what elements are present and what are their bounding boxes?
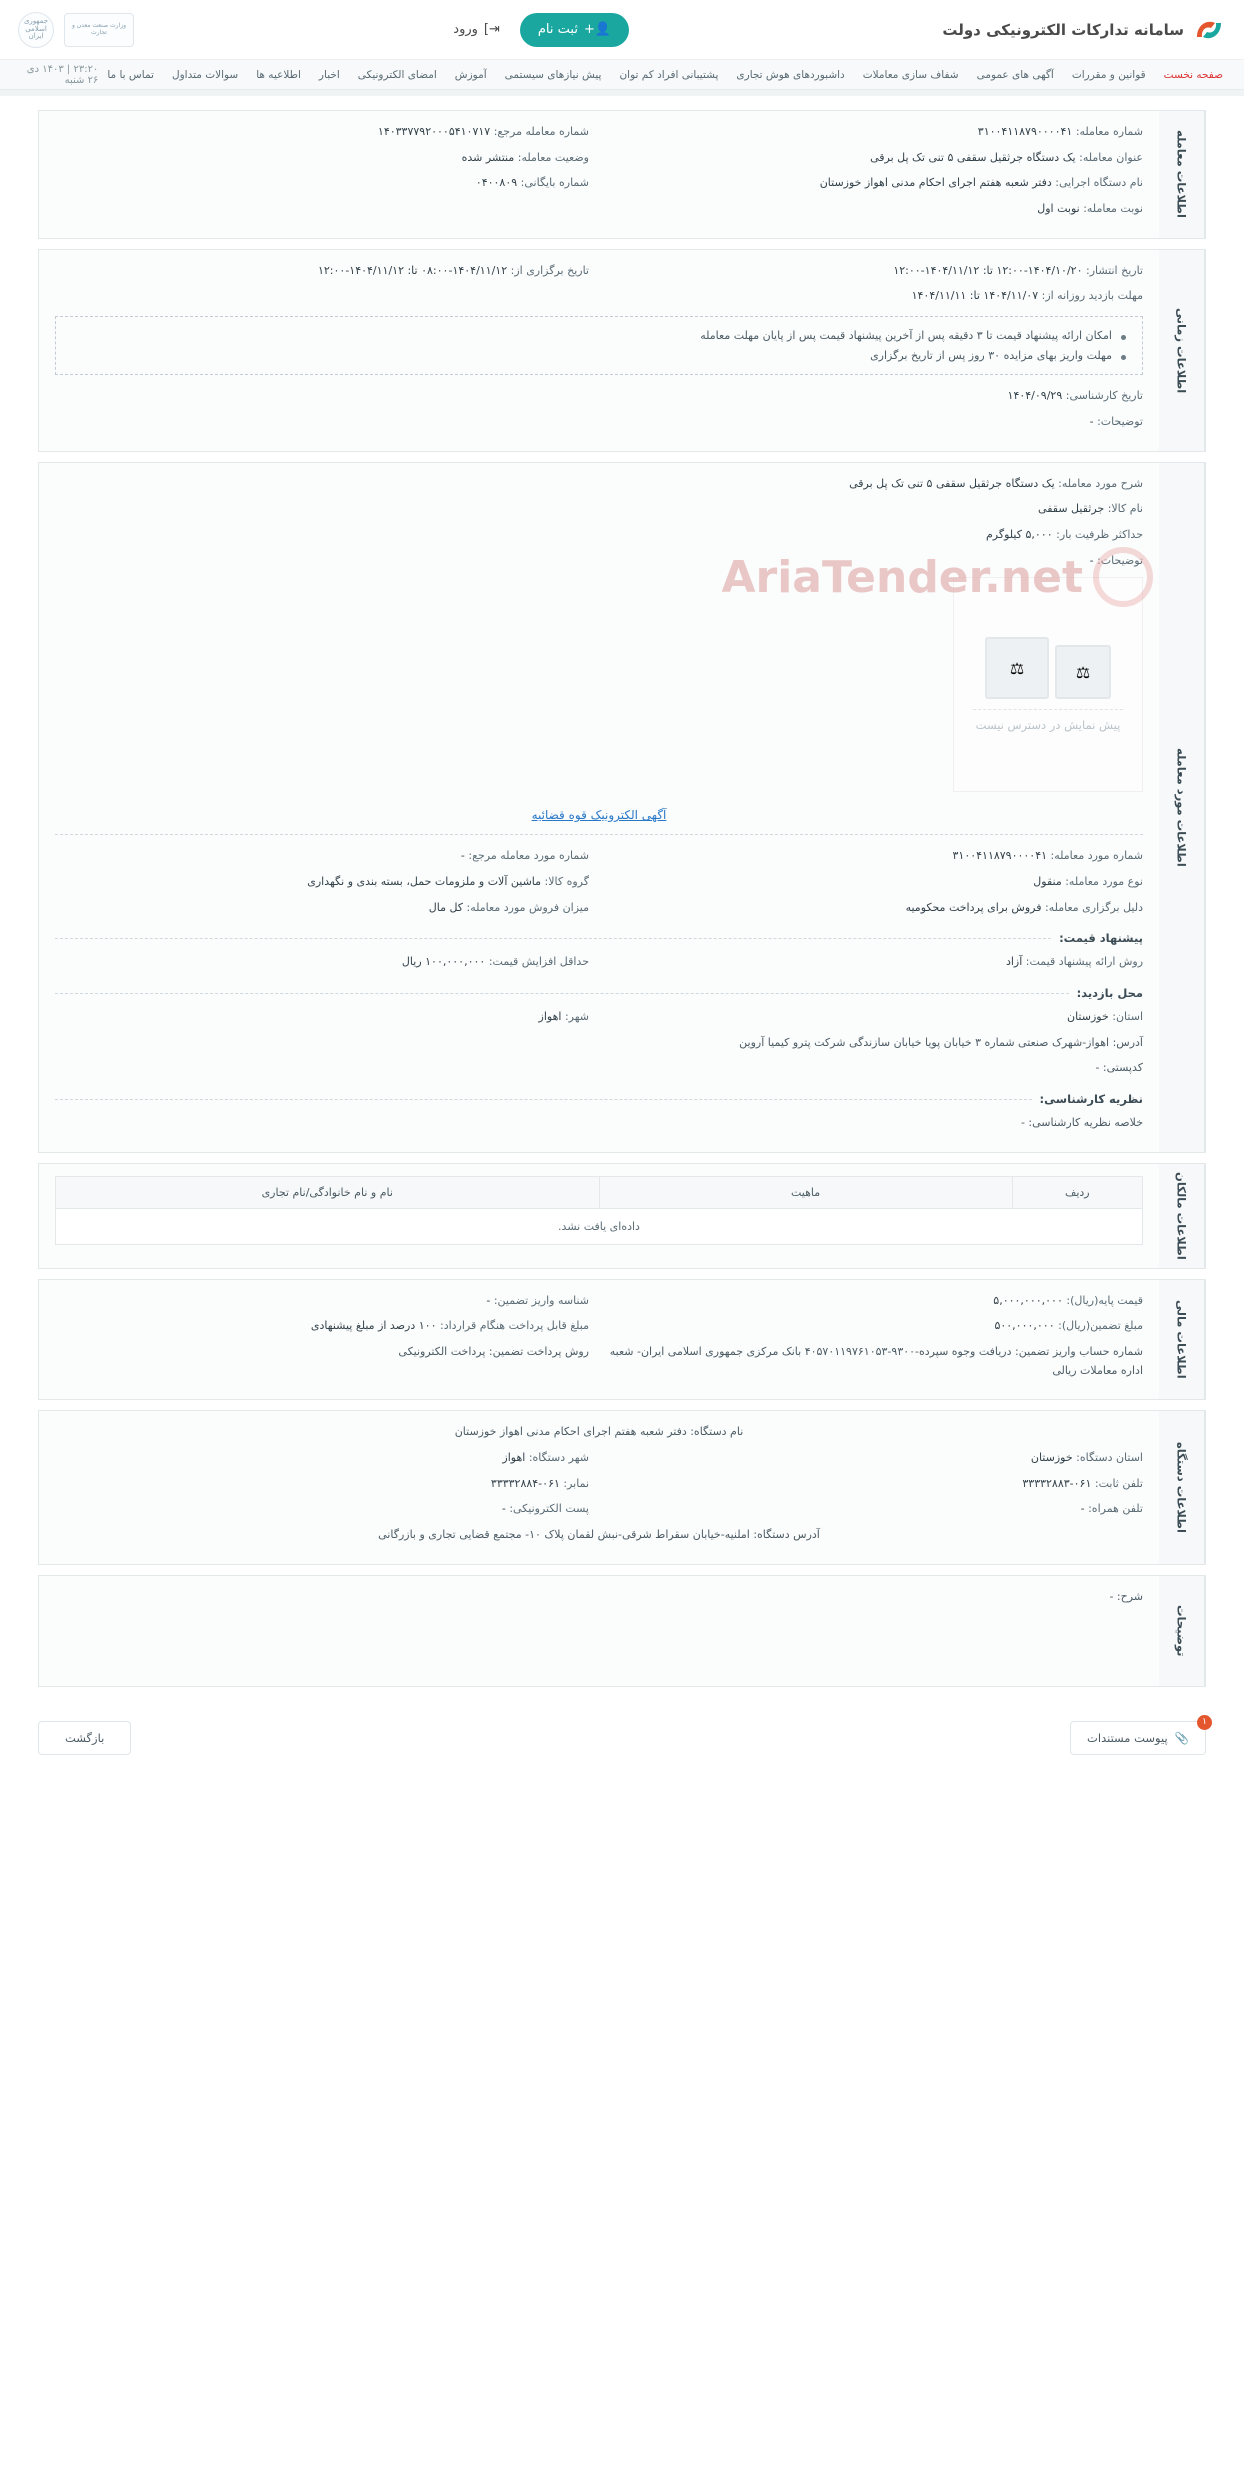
field-row <box>55 847 1143 866</box>
section-body-time <box>39 250 1159 451</box>
back-button[interactable]: بازگشت <box>38 1721 131 1755</box>
register-button[interactable] <box>520 13 629 47</box>
field-row <box>55 1343 1143 1380</box>
preview-unavailable-text: پیش نمایش در دسترس نیست <box>973 709 1123 732</box>
value-fax: ۰۶۱-۳۳۳۳۲۸۸۴ <box>490 1476 560 1490</box>
owners-table <box>55 1176 1143 1245</box>
section-body-transaction <box>39 111 1159 238</box>
label-guarantee-amount: مبلغ تضمین(ریال): <box>1058 1319 1143 1333</box>
section-body-financial <box>39 1280 1159 1400</box>
setadiran-logo-icon <box>1192 13 1226 47</box>
value-item-name: جرثقیل سقفی <box>1038 502 1105 516</box>
field-city <box>55 1008 599 1027</box>
field-deposit-method: روش پرداخت تضمین: پرداخت الکترونیکی <box>398 1344 589 1358</box>
site-title: سامانه تدارکات الکترونیکی دولت <box>942 20 1184 39</box>
field-expert-date <box>55 387 1143 406</box>
label-city: شهر: <box>564 1010 589 1023</box>
label-goods-group: گروه کالا: <box>544 874 589 888</box>
notice-item: امکان ارائه پیشنهاد قیمت تا ۳ دقیقه پس از آخرین پیشنهاد قیمت پس از پایان مهلت معامله <box>72 329 1126 342</box>
field-item-description <box>55 475 1143 494</box>
field-row <box>55 287 1143 306</box>
field-item-notes <box>55 552 1143 571</box>
section-body-item <box>39 463 1159 1152</box>
value-max-capacity: ۵,۰۰۰ کیلوگرم <box>985 527 1053 541</box>
value-sale-share: کل مال <box>428 900 464 914</box>
field-reference-number <box>55 123 599 142</box>
nav-item-contact[interactable]: تماس با ما <box>107 68 154 81</box>
top-bar <box>0 0 1244 60</box>
label-expert-date: تاریخ کارشناسی: <box>1065 389 1143 403</box>
label-auction-reason: دلیل برگزاری معامله: <box>1045 900 1143 914</box>
field-base-price <box>599 1292 1143 1311</box>
column-nature: ماهیت <box>599 1176 1012 1208</box>
label-mobile: تلفن همراه: <box>1088 1502 1143 1516</box>
label-publish-date: تاریخ انتشار: <box>1085 263 1143 277</box>
judicial-eauction-link[interactable]: آگهی الکترونیک قوه قضائیه <box>531 808 667 823</box>
value-publish-date: ۱۴۰۴/۱۰/۲۰-۱۲:۰۰ تا: ۱۴۰۴/۱۱/۱۲-۱۲:۰۰ <box>893 263 1083 277</box>
label-transaction-number: شماره معامله: <box>1075 125 1143 138</box>
subheading-visit-location <box>55 986 1143 1000</box>
value-item-ref-number: - <box>460 849 465 863</box>
gavel-icon-secondary: ⚖ <box>1055 645 1111 699</box>
value-mobile: - <box>1080 1502 1085 1516</box>
preview-icon-group <box>985 637 1111 699</box>
value-executive-org: دفتر شعبه هفتم اجرای احکام مدنی اهواز خوزستان <box>819 176 1052 190</box>
label-item-number: شماره مورد معامله: <box>1050 849 1143 863</box>
nav-item-accessibility[interactable]: پشتیبانی افراد کم توان <box>619 68 719 81</box>
value-email: - <box>501 1502 506 1516</box>
field-contract-payment <box>55 1317 599 1336</box>
field-transaction-title <box>599 149 1143 168</box>
label-fax: نمابر: <box>563 1476 589 1490</box>
section-time-info <box>38 249 1206 452</box>
empty-message: داده‌ای یافت نشد. <box>56 1208 1143 1244</box>
section-body-organization <box>39 1411 1159 1563</box>
nav-item-home[interactable]: صفحه نخست <box>1163 68 1223 81</box>
field-item-type <box>599 873 1143 892</box>
nav-item-news[interactable]: اخبار <box>318 68 340 81</box>
value-city: اهواز <box>538 1010 562 1023</box>
register-label: ثبت نام <box>537 22 578 37</box>
section-body-notes <box>39 1576 1159 1686</box>
column-owner-name: نام و نام خانوادگی/نام تجاری <box>56 1176 600 1208</box>
label-executive-org: نام دستگاه اجرایی: <box>1055 176 1143 190</box>
section-title-notes: توضیحات <box>1159 1576 1205 1686</box>
field-visit-address: آدرس: اهواز-شهرک صنعتی شماره ۳ خیابان پویا خیابان سازندگی شرکت پترو کیمیا آروین <box>739 1035 1143 1049</box>
label-min-increment: حداقل افزایش قیمت: <box>488 955 589 969</box>
value-landline: ۰۶۱-۳۳۳۳۲۸۸۳ <box>1022 1476 1092 1490</box>
nav-item-rules[interactable]: قوانین و مقررات <box>1071 68 1146 81</box>
nav-datetime: ۲۳:۲۰ | ۱۴۰۳ دی ۲۶ شنبه <box>26 63 99 86</box>
main-nav <box>0 60 1244 90</box>
value-transaction-round: نوبت اول <box>1037 202 1080 216</box>
value-reference-number: ۱۴۰۳۳۷۷۹۲۰۰۰۵۴۱۰۷۱۷ <box>377 125 491 138</box>
section-title-organization: اطلاعات دستگاه <box>1159 1411 1205 1563</box>
field-postal-code: کدپستی: - <box>1095 1061 1143 1075</box>
field-archive-number <box>55 174 599 193</box>
subheading-visit-location-label: محل بازدید: <box>1076 986 1143 1000</box>
label-landline: تلفن ثابت: <box>1094 1476 1143 1490</box>
label-time-description: توضیحات: <box>1097 414 1143 428</box>
label-email: پست الکترونیکی: <box>509 1502 589 1516</box>
label-sale-share: میزان فروش مورد معامله: <box>466 900 589 914</box>
value-transaction-number: ۳۱۰۰۴۱۱۸۷۹۰۰۰۰۴۱ <box>977 125 1073 138</box>
field-row <box>55 1008 1143 1027</box>
value-auction-reason: فروش برای پرداخت محکومیه <box>905 900 1042 914</box>
field-row <box>55 200 1143 219</box>
label-offer-method: روش ارائه پیشنهاد قیمت: <box>1025 955 1143 969</box>
field-offer-method <box>599 953 1143 972</box>
section-transaction-info <box>38 110 1206 239</box>
paperclip-icon: 📎 <box>1174 1730 1189 1745</box>
field-auction-reason <box>599 899 1143 918</box>
auth-group <box>447 13 629 47</box>
gov-logos <box>18 12 134 48</box>
field-org-province <box>599 1449 1143 1468</box>
field-transaction-round <box>599 200 1143 219</box>
label-item-description: شرح مورد معامله: <box>1058 476 1143 490</box>
preview-placeholder <box>953 577 1143 792</box>
nav-item-announcements[interactable]: اطلاعیه ها <box>256 68 301 81</box>
value-guarantee-amount: ۵۰۰,۰۰۰,۰۰۰ <box>994 1319 1055 1333</box>
label-archive-number: شماره بایگانی: <box>520 176 589 190</box>
field-empty <box>55 287 599 306</box>
nav-item-digital-signature[interactable]: امضای الکترونیکی <box>357 68 437 81</box>
field-transaction-number <box>599 123 1143 142</box>
section-notes <box>38 1575 1206 1687</box>
value-item-type: منقول <box>1033 874 1062 888</box>
attachments-button[interactable] <box>1070 1717 1207 1755</box>
label-item-notes: توضیحات: <box>1097 553 1143 567</box>
attachment-count-badge: ۱ <box>1197 1715 1212 1730</box>
brand-group <box>942 13 1226 47</box>
value-org-province: خوزستان <box>1030 1451 1073 1465</box>
value-transaction-status: منتشر شده <box>461 150 515 164</box>
label-event-date: تاریخ برگزاری از: <box>510 263 589 277</box>
divider <box>55 834 1143 835</box>
section-body-owners <box>39 1164 1159 1268</box>
section-title-item: اطلاعات مورد معامله <box>1159 463 1205 1152</box>
nav-item-public-ads[interactable]: آگهی های عمومی <box>976 68 1054 81</box>
value-min-increment: ۱۰۰,۰۰۰,۰۰۰ ریال <box>401 955 486 969</box>
field-row <box>55 1500 1143 1519</box>
field-transaction-status <box>55 149 599 168</box>
section-financial-info <box>38 1279 1206 1401</box>
field-org-address: آدرس دستگاه: املنیه-خیابان سقراط شرقی-نبش لقمان پلاک ۱۰- مجتمع قضایی تجاری و بازرگانی <box>378 1528 820 1542</box>
value-item-number: ۳۱۰۰۴۱۱۸۷۹۰۰۰۰۴۱ <box>952 849 1048 863</box>
nav-item-training[interactable]: آموزش <box>454 68 487 81</box>
dash-line <box>55 938 1051 939</box>
value-transaction-title: یک دستگاه جرثقیل سقفی ۵ تنی تک پل برقی <box>870 150 1076 164</box>
section-title-transaction: اطلاعات معامله <box>1159 111 1205 238</box>
value-visit-deadline: ۱۴۰۴/۱۱/۰۷ تا: ۱۴۰۴/۱۱/۱۱ <box>911 289 1039 303</box>
field-visit-deadline <box>599 287 1143 306</box>
dash-line <box>55 993 1069 994</box>
value-goods-group: ماشین آلات و ملزومات حمل، بسته بندی و نگهداری <box>307 874 542 888</box>
login-button[interactable] <box>447 21 506 38</box>
label-item-ref-number: شماره مورد معامله مرجع: <box>468 849 589 863</box>
field-item-number <box>599 847 1143 866</box>
field-publish-date <box>599 262 1143 281</box>
watermark-text: AriaTender.net <box>721 551 1083 603</box>
section-owners-info <box>38 1163 1206 1269</box>
section-title-financial: اطلاعات مالی <box>1159 1280 1205 1400</box>
field-org-name: نام دستگاه: دفتر شعبه هفتم اجرای احکام مدنی اهواز خوزستان <box>454 1425 744 1439</box>
column-row-index: ردیف <box>1012 1176 1142 1208</box>
field-row <box>55 149 1143 168</box>
table-row-empty <box>56 1208 1143 1244</box>
field-deposit-account: شماره حساب واریز تضمین: دریافت وجوه سپرده-۹۳۰۰-۴۰۵۷۰۱۱۹۷۶۱۰۵۳ بانک مرکزی جمهوری اسلامی ایران- شعبه اداره معاملات ریالی <box>609 1344 1143 1377</box>
field-row <box>55 1317 1143 1336</box>
section-title-owners: اطلاعات مالکان <box>1159 1164 1205 1268</box>
gavel-icon-primary: ⚖ <box>985 637 1049 699</box>
value-item-notes: - <box>1089 553 1094 567</box>
field-org-city <box>55 1449 599 1468</box>
value-event-date: ۱۴۰۴/۱۱/۱۲-۰۸:۰۰ تا: ۱۴۰۴/۱۱/۱۲-۱۲:۰۰ <box>317 263 508 277</box>
field-province <box>599 1008 1143 1027</box>
field-row <box>55 1292 1143 1311</box>
field-landline <box>599 1475 1143 1494</box>
dash-line <box>55 1099 1032 1100</box>
label-contract-payment: مبلغ قابل پرداخت هنگام قرارداد: <box>440 1319 589 1333</box>
section-title-time: اطلاعات زمانی <box>1159 250 1205 451</box>
field-row <box>55 123 1143 142</box>
field-time-description <box>55 413 1143 432</box>
field-mobile <box>599 1500 1143 1519</box>
national-emblem-icon: جمهوری اسلامی ایران <box>18 12 54 48</box>
nav-item-bi-dashboards[interactable]: داشبوردهای هوش تجاری <box>736 68 845 81</box>
field-email <box>55 1500 599 1519</box>
label-reference-number: شماره معامله مرجع: <box>493 125 589 138</box>
value-item-description: یک دستگاه جرثقیل سقفی ۵ تنی تک پل برقی <box>849 476 1055 490</box>
field-row <box>55 953 1143 972</box>
attachments-label: پیوست مستندات <box>1087 1730 1168 1745</box>
subheading-price-offer-label: پیشنهاد قیمت: <box>1059 931 1143 946</box>
section-organization-info <box>38 1410 1206 1564</box>
subheading-expert-opinion-label: نظریه کارشناسی: <box>1039 1092 1143 1107</box>
value-deposit-id: - <box>486 1293 491 1307</box>
section-item-info <box>38 462 1206 1153</box>
field-max-capacity <box>55 526 1143 545</box>
label-base-price: قیمت پایه(ریال): <box>1066 1293 1143 1307</box>
subheading-price-offer <box>55 931 1143 945</box>
field-row <box>55 262 1143 281</box>
field-item-name <box>55 500 1143 519</box>
label-org-province: استان دستگاه: <box>1076 1451 1143 1465</box>
value-archive-number: ۰۴۰۰۸۰۹ <box>475 176 518 190</box>
subheading-expert-opinion <box>55 1092 1143 1106</box>
label-max-capacity: حداکثر ظرفیت بار: <box>1056 527 1143 541</box>
label-province: استان: <box>1112 1010 1143 1023</box>
value-offer-method: آزاد <box>1005 955 1023 969</box>
field-row <box>55 174 1143 193</box>
field-goods-group <box>55 873 599 892</box>
field-row <box>55 1449 1143 1468</box>
value-province: خوزستان <box>1067 1010 1109 1023</box>
field-deposit-id <box>55 1292 599 1311</box>
footer-actions <box>0 1707 1244 1781</box>
field-min-increment <box>55 953 599 972</box>
field-item-ref-number <box>55 847 599 866</box>
field-sale-share <box>55 899 599 918</box>
notice-item: مهلت واریز بهای مزایده ۳۰ روز پس از تاریخ برگزاری <box>72 349 1126 362</box>
value-base-price: ۵,۰۰۰,۰۰۰,۰۰۰ <box>993 1293 1063 1307</box>
label-item-name: نام کالا: <box>1107 502 1143 516</box>
field-event-date <box>55 262 599 281</box>
value-expert-date: ۱۴۰۴/۰۹/۲۹ <box>1007 389 1063 403</box>
user-plus-icon: 👤+ <box>583 22 612 37</box>
value-org-city: اهواز <box>502 1451 526 1465</box>
label-org-city: شهر دستگاه: <box>528 1451 589 1465</box>
field-executive-org <box>599 174 1143 193</box>
table-header-row <box>56 1176 1143 1208</box>
field-guarantee-amount <box>599 1317 1143 1336</box>
field-row <box>55 899 1143 918</box>
page-content <box>0 96 1244 1707</box>
nav-item-system-requirements[interactable]: پیش نیازهای سیستمی <box>504 68 602 81</box>
field-fax <box>55 1475 599 1494</box>
value-contract-payment: ۱۰۰ درصد از مبلغ پیشنهادی <box>310 1319 437 1333</box>
nav-item-transparency[interactable]: شفاف سازی معاملات <box>862 68 959 81</box>
login-arrow-icon: ⇥] <box>483 22 500 37</box>
login-label: ورود <box>453 22 478 37</box>
label-item-type: نوع مورد معامله: <box>1065 874 1143 888</box>
field-row <box>55 1475 1143 1494</box>
field-row <box>55 873 1143 892</box>
value-time-description: - <box>1089 414 1094 428</box>
nav-item-faq[interactable]: سوالات متداول <box>171 68 239 81</box>
ministry-badge: وزارت صنعت معدن و تجارت <box>64 13 134 47</box>
field-notes-text: شرح: - <box>1109 1589 1143 1603</box>
label-visit-deadline: مهلت بازدید روزانه از: <box>1041 289 1143 303</box>
label-deposit-id: شناسه واریز تضمین: <box>493 1293 589 1307</box>
label-transaction-round: نوبت معامله: <box>1083 202 1143 216</box>
field-empty <box>55 200 599 219</box>
label-transaction-status: وضعیت معامله: <box>517 150 589 164</box>
field-expert-summary: خلاصه نظریه کارشناسی: - <box>1020 1116 1143 1130</box>
time-notice-box <box>55 316 1143 375</box>
label-transaction-title: عنوان معامله: <box>1079 150 1143 164</box>
